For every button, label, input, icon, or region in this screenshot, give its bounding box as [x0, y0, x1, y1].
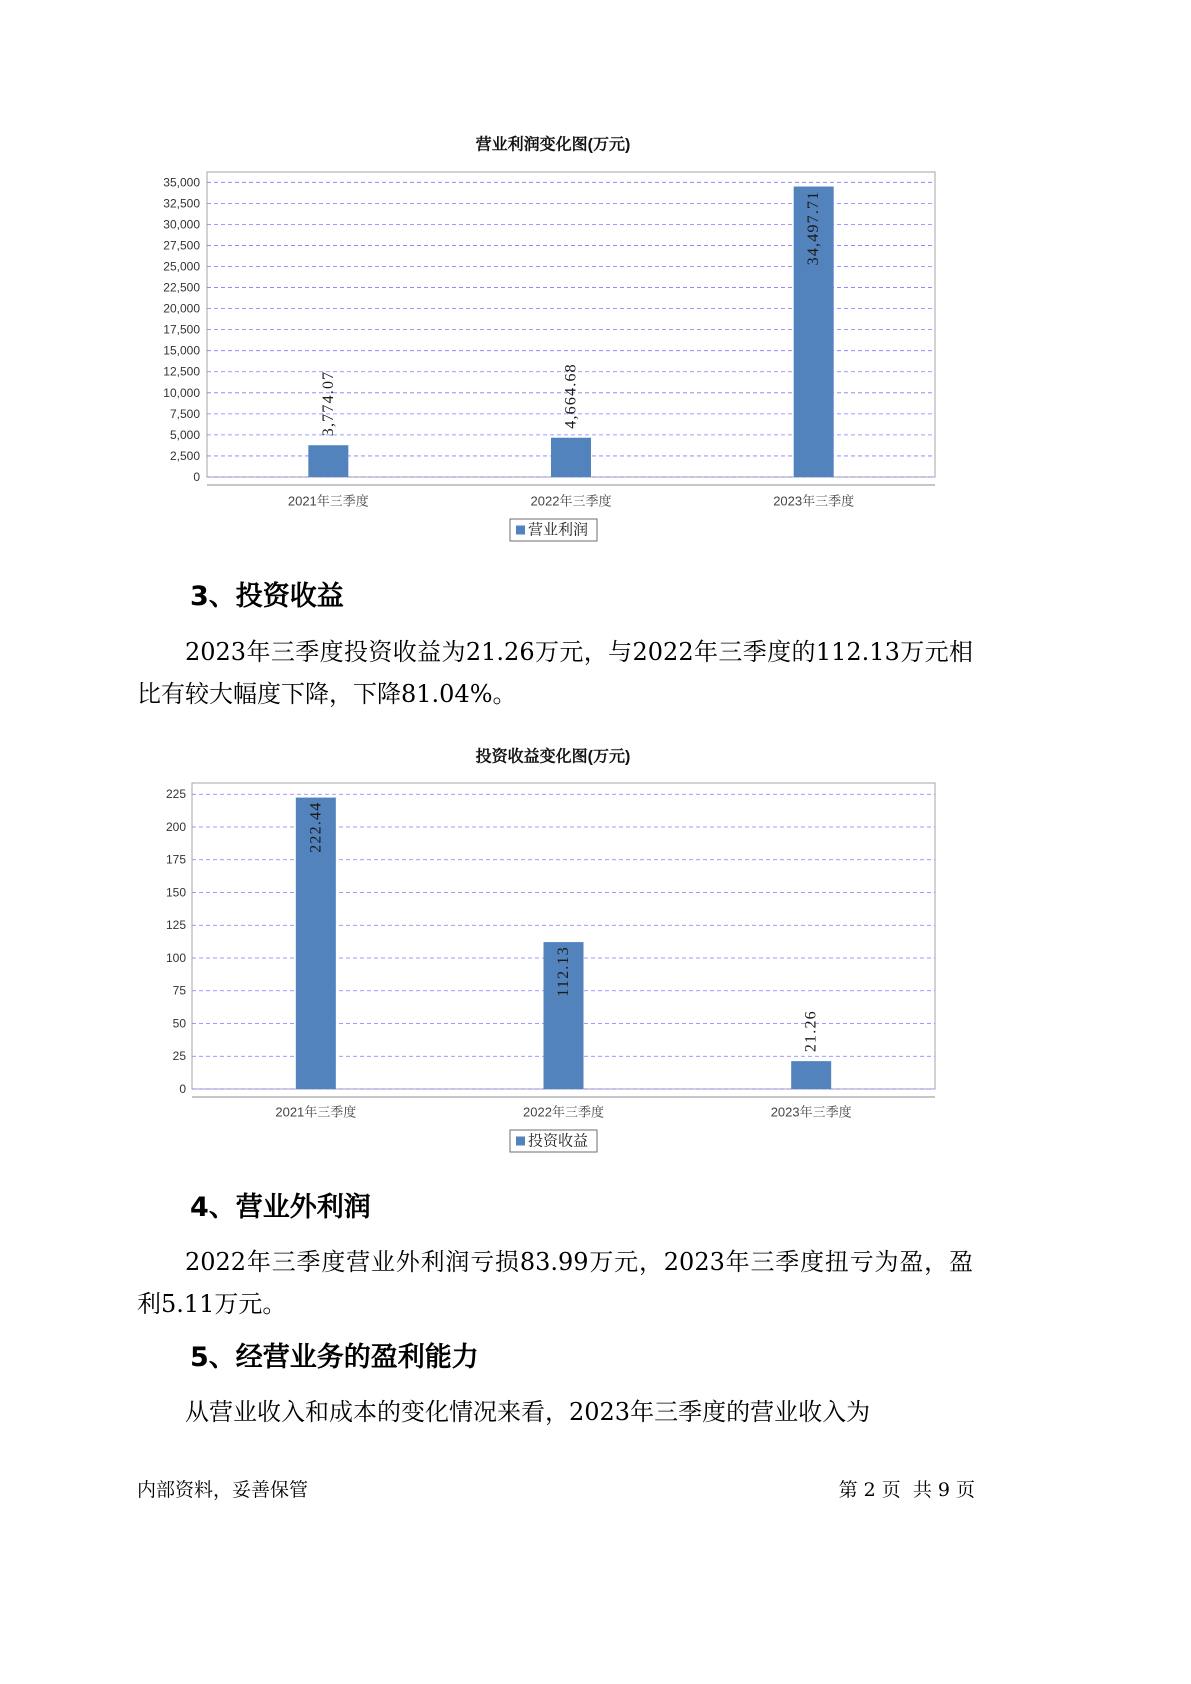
y-tick-label: 2,500: [169, 448, 200, 463]
y-tick-label: 20,000: [163, 301, 200, 316]
y-tick-label: 25: [172, 1049, 186, 1064]
legend: [510, 519, 597, 541]
operating-profit-chart: [0, 120, 1191, 560]
legend-swatch: [516, 526, 525, 535]
y-tick-label: 10,000: [163, 385, 200, 400]
y-tick-label: 12,500: [163, 364, 200, 379]
legend-label: 营业利润: [528, 521, 589, 539]
section-paragraph: 从营业收入和成本的变化情况来看，2023年三季度的营业收入为: [185, 1398, 871, 1426]
section-heading: 4、营业外利润: [190, 1192, 371, 1223]
y-tick-label: 225: [165, 787, 186, 802]
x-tick-label: 2021年三季度: [275, 1104, 357, 1120]
section-heading: 5、经营业务的盈利能力: [190, 1342, 479, 1373]
chart-title: 营业利润变化图(万元): [475, 136, 631, 154]
y-tick-label: 35,000: [163, 175, 200, 190]
x-tick-label: 2023年三季度: [770, 1104, 852, 1120]
bar-value-label: 3,774.07: [319, 370, 337, 437]
y-tick-label: 27,500: [163, 238, 200, 253]
bar-value-label: 34,497.71: [805, 190, 823, 266]
bar-value-label: 112.13: [555, 946, 572, 997]
y-tick-label: 7,500: [169, 406, 200, 421]
y-tick-label: 75: [172, 983, 186, 998]
y-tick-label: 50: [172, 1016, 186, 1031]
y-tick-label: 22,500: [163, 280, 200, 295]
section-paragraph: 2022年三季度营业外利润亏损83.99万元，2023年三季度扭亏为盈，盈利5.11万元。: [137, 1248, 973, 1318]
y-tick-label: 175: [165, 852, 186, 867]
y-tick-label: 32,500: [163, 196, 200, 211]
legend-swatch: [516, 1137, 525, 1146]
y-tick-label: 0: [193, 470, 200, 484]
chart-title: 投资收益变化图(万元): [475, 748, 631, 766]
y-tick-label: 200: [165, 819, 186, 834]
y-tick-label: 125: [165, 918, 186, 933]
bar-value-label: 4,664.68: [562, 363, 580, 429]
y-tick-label: 100: [165, 950, 186, 965]
x-tick-label: 2023年三季度: [773, 493, 855, 509]
bar-value-label: 21.26: [802, 1010, 820, 1053]
y-tick-label: 0: [179, 1082, 186, 1096]
legend: [510, 1130, 597, 1152]
bar: [551, 438, 591, 477]
y-tick-label: 15,000: [163, 343, 200, 358]
y-tick-label: 25,000: [163, 259, 200, 274]
x-tick-label: 2022年三季度: [530, 493, 612, 509]
x-tick-label: 2021年三季度: [287, 493, 369, 509]
confidential-note: 内部资料，妥善保管: [137, 1479, 309, 1501]
bar: [791, 1061, 831, 1089]
page-number: 第 2 页 共 9 页: [838, 1479, 975, 1501]
y-tick-label: 17,500: [163, 322, 200, 337]
bar: [308, 445, 348, 477]
bar-value-label: 222.44: [307, 801, 325, 853]
section-paragraph: 2023年三季度投资收益为21.26万元，与2022年三季度的112.13万元相比有较大幅度下降，下降81.04%。: [137, 638, 973, 708]
y-tick-label: 30,000: [163, 217, 200, 232]
legend-label: 投资收益: [528, 1132, 589, 1150]
y-tick-label: 150: [165, 885, 186, 900]
y-tick-label: 5,000: [169, 427, 200, 442]
x-tick-label: 2022年三季度: [523, 1104, 604, 1120]
investment-income-chart: [0, 735, 1191, 1165]
section-heading: 3、投资收益: [190, 581, 344, 612]
